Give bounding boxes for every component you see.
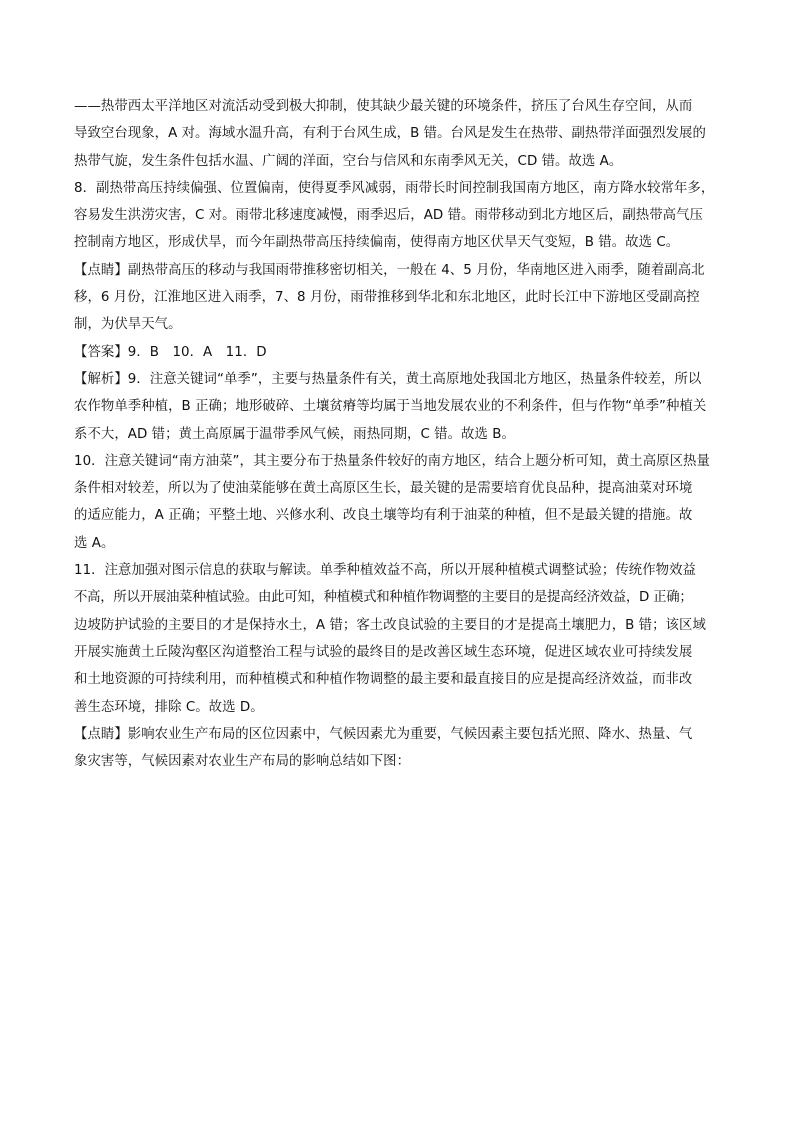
text-line: 善生态环境，排除 C。故选 D。 <box>74 699 264 715</box>
text-line: 导致空台现象，A 对。海域水温升高，有利于台风生成，B 错。台风是发生在热带、副热带洋面强烈发展的 <box>74 126 706 142</box>
text-line: ——热带西太平洋地区对流活动受到极大抑制，使其缺少最关键的环境条件，挤压了台风生存空间，从而 <box>74 99 693 114</box>
text-line: 【点睛】副热带高压的移动与我国雨带推移密切相关，一般在 4、5 月份，华南地区进入雨季，随着副高北 <box>74 262 705 278</box>
text-line: 边坡防护试验的主要目的才是保持水土，A 错；客土改良试验的主要目的才是提高土壤肥力，B 错；该区域 <box>74 617 706 633</box>
text-line: 移，6 月份，江淮地区进入雨季，7、8 月份，雨带推移到华北和东北地区，此时长江中下游地区受副高控 <box>74 290 700 306</box>
text-line: 选 A。 <box>74 535 115 551</box>
text-line: 10．注意关键词“南方油菜”，其主要分布于热量条件较好的南方地区，结合上题分析可知，黄土高原区热量 <box>74 453 710 469</box>
text-line: 容易发生洪涝灾害，C 对。雨带北移速度减慢，雨季迟后，AD 错。雨带移动到北方地区后，副热带高气压 <box>74 208 703 224</box>
text-line: 【点睛】影响农业生产布局的区位因素中，气候因素尤为重要，气候因素主要包括光照、降水、热量、气 <box>74 726 693 742</box>
text-line: 【解析】9．注意关键词“单季”，主要与热量条件有关，黄土高原地处我国北方地区，热量条件较差，所以 <box>74 371 702 387</box>
text-line: 的适应能力，A 正确；平整土地、兴修水利、改良土壤等均有利于油菜的种植，但不是最关键的措施。故 <box>74 508 693 524</box>
answer-line: 【答案】9．B 10．A 11．D <box>74 344 267 360</box>
text-line: 条件相对较差，所以为了使油菜能够在黄土高原区生长，最关键的是需要培育优良品种，提高油菜对环境 <box>74 481 693 497</box>
text-line: 8．副热带高压持续偏强、位置偏南，使得夏季风减弱，雨带长时间控制我国南方地区，南方降水较常年多， <box>74 180 715 196</box>
text-line: 农作物单季种植，B 正确；地形破碎、土壤贫瘠等均属于当地发展农业的不利条件，但与作物“单季”种植关 <box>74 399 707 415</box>
text-line: 不高，所以开展油菜种植试验。由此可知，种植模式和种植作物调整的主要目的是提高经济效益，D 正确； <box>74 590 693 606</box>
text-line: 象灾害等，气候因素对农业生产布局的影响总结如下图： <box>74 754 411 770</box>
text-line: 开展实施黄土丘陵沟壑区沟道整治工程与试验的最终目的是改善区域生态环境，促进区域农业可持续发展 <box>74 644 693 660</box>
text-line: 11．注意加强对图示信息的获取与解读。单季种植效益不高，所以开展种植模式调整试验；传统作物效益 <box>74 563 696 579</box>
text-line: 制，为伏旱天气。 <box>74 317 182 333</box>
text-line: 系不大，AD 错；黄土高原属于温带季风气候，雨热同期，C 错。故选 B。 <box>74 426 515 442</box>
document-body <box>74 93 726 775</box>
text-line: 热带气旋，发生条件包括水温、广阔的洋面，空台与信风和东南季风无关，CD 错。故选 A。 <box>74 153 623 169</box>
text-line: 控制南方地区，形成伏旱，而今年副热带高压持续偏南，使得南方地区伏旱天气变短，B 错。故选 C。 <box>74 235 680 251</box>
text-line: 和土地资源的可持续利用，而种植模式和种植作物调整的最主要和最直接目的应是提高经济效益，而非改 <box>74 672 693 688</box>
